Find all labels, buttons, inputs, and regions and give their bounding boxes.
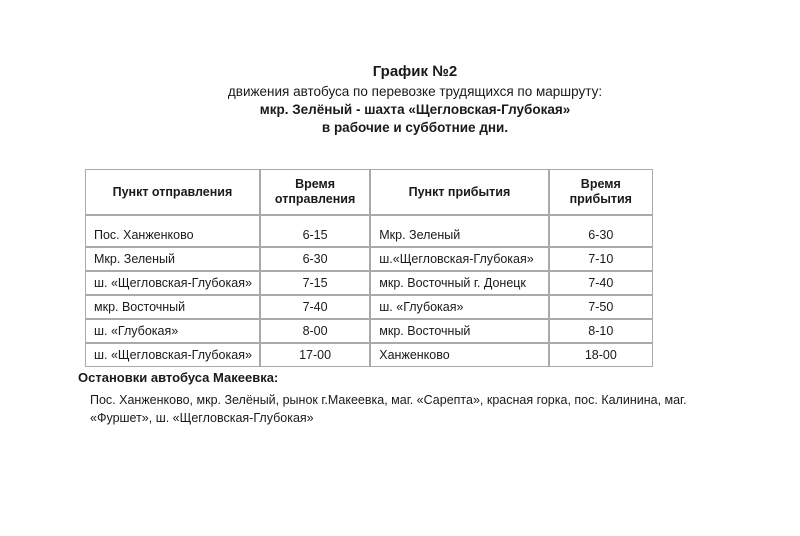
table-row [85,343,653,367]
header-departure-time: Время отправления [260,169,370,215]
arrival-time-cell: 7-40 [549,271,653,295]
table-row [85,319,653,343]
arrival-time-cell: 18-00 [549,343,653,367]
departure-point-cell: ш. «Щегловская-Глубокая» [85,271,260,295]
arrival-point-cell: ш. «Глубокая» [370,295,548,319]
departure-time-cell: 8-00 [260,319,370,343]
departure-point-cell: мкр. Восточный [85,295,260,319]
departure-time-cell: 17-00 [260,343,370,367]
arrival-time-cell: 7-10 [549,247,653,271]
table-row [85,271,653,295]
route-line: мкр. Зелёный - шахта «Щегловская-Глубокая» [259,102,571,117]
departure-point-cell: ш. «Глубокая» [85,319,260,343]
departure-time-cell: 7-40 [260,295,370,319]
departure-time-cell: 6-30 [260,247,370,271]
days-line: в рабочие и субботние дни. [321,120,509,135]
arrival-time-cell: 7-50 [549,295,653,319]
header-arrival-time: Время прибытия [549,169,653,215]
document-subtitle: движения автобуса по перевозке трудящихся по маршруту: [227,84,603,99]
departure-time-cell: 6-15 [260,215,370,247]
header-departure-point: Пункт отправления [85,169,260,215]
schedule-table [85,169,653,367]
header-arrival-point: Пункт прибытия [370,169,548,215]
arrival-time-cell: 6-30 [549,215,653,247]
table-row [85,295,653,319]
arrival-point-cell: ш.«Щегловская-Глубокая» [370,247,548,271]
table-row [85,247,653,271]
departure-point-cell: ш. «Щегловская-Глубокая» [85,343,260,367]
stops-text: Пос. Ханженково, мкр. Зелёный, рынок г.Макеевка, маг. «Сарепта», красная горка, пос. Калинина, маг. «Фуршет», ш. «Щегловская-Глубокая» [90,393,687,425]
arrival-point-cell: Ханженково [370,343,548,367]
departure-time-cell: 7-15 [260,271,370,295]
table-header-row [85,169,653,215]
departure-point-cell: Пос. Ханженково [85,215,260,247]
arrival-point-cell: Мкр. Зеленый [370,215,548,247]
arrival-point-cell: мкр. Восточный г. Донецк [370,271,548,295]
arrival-point-cell: мкр. Восточный [370,319,548,343]
stops-heading: Остановки автобуса Макеевка: [78,370,279,385]
document-title: График №2 [372,63,458,80]
table-row [85,215,653,247]
departure-point-cell: Мкр. Зеленый [85,247,260,271]
arrival-time-cell: 8-10 [549,319,653,343]
